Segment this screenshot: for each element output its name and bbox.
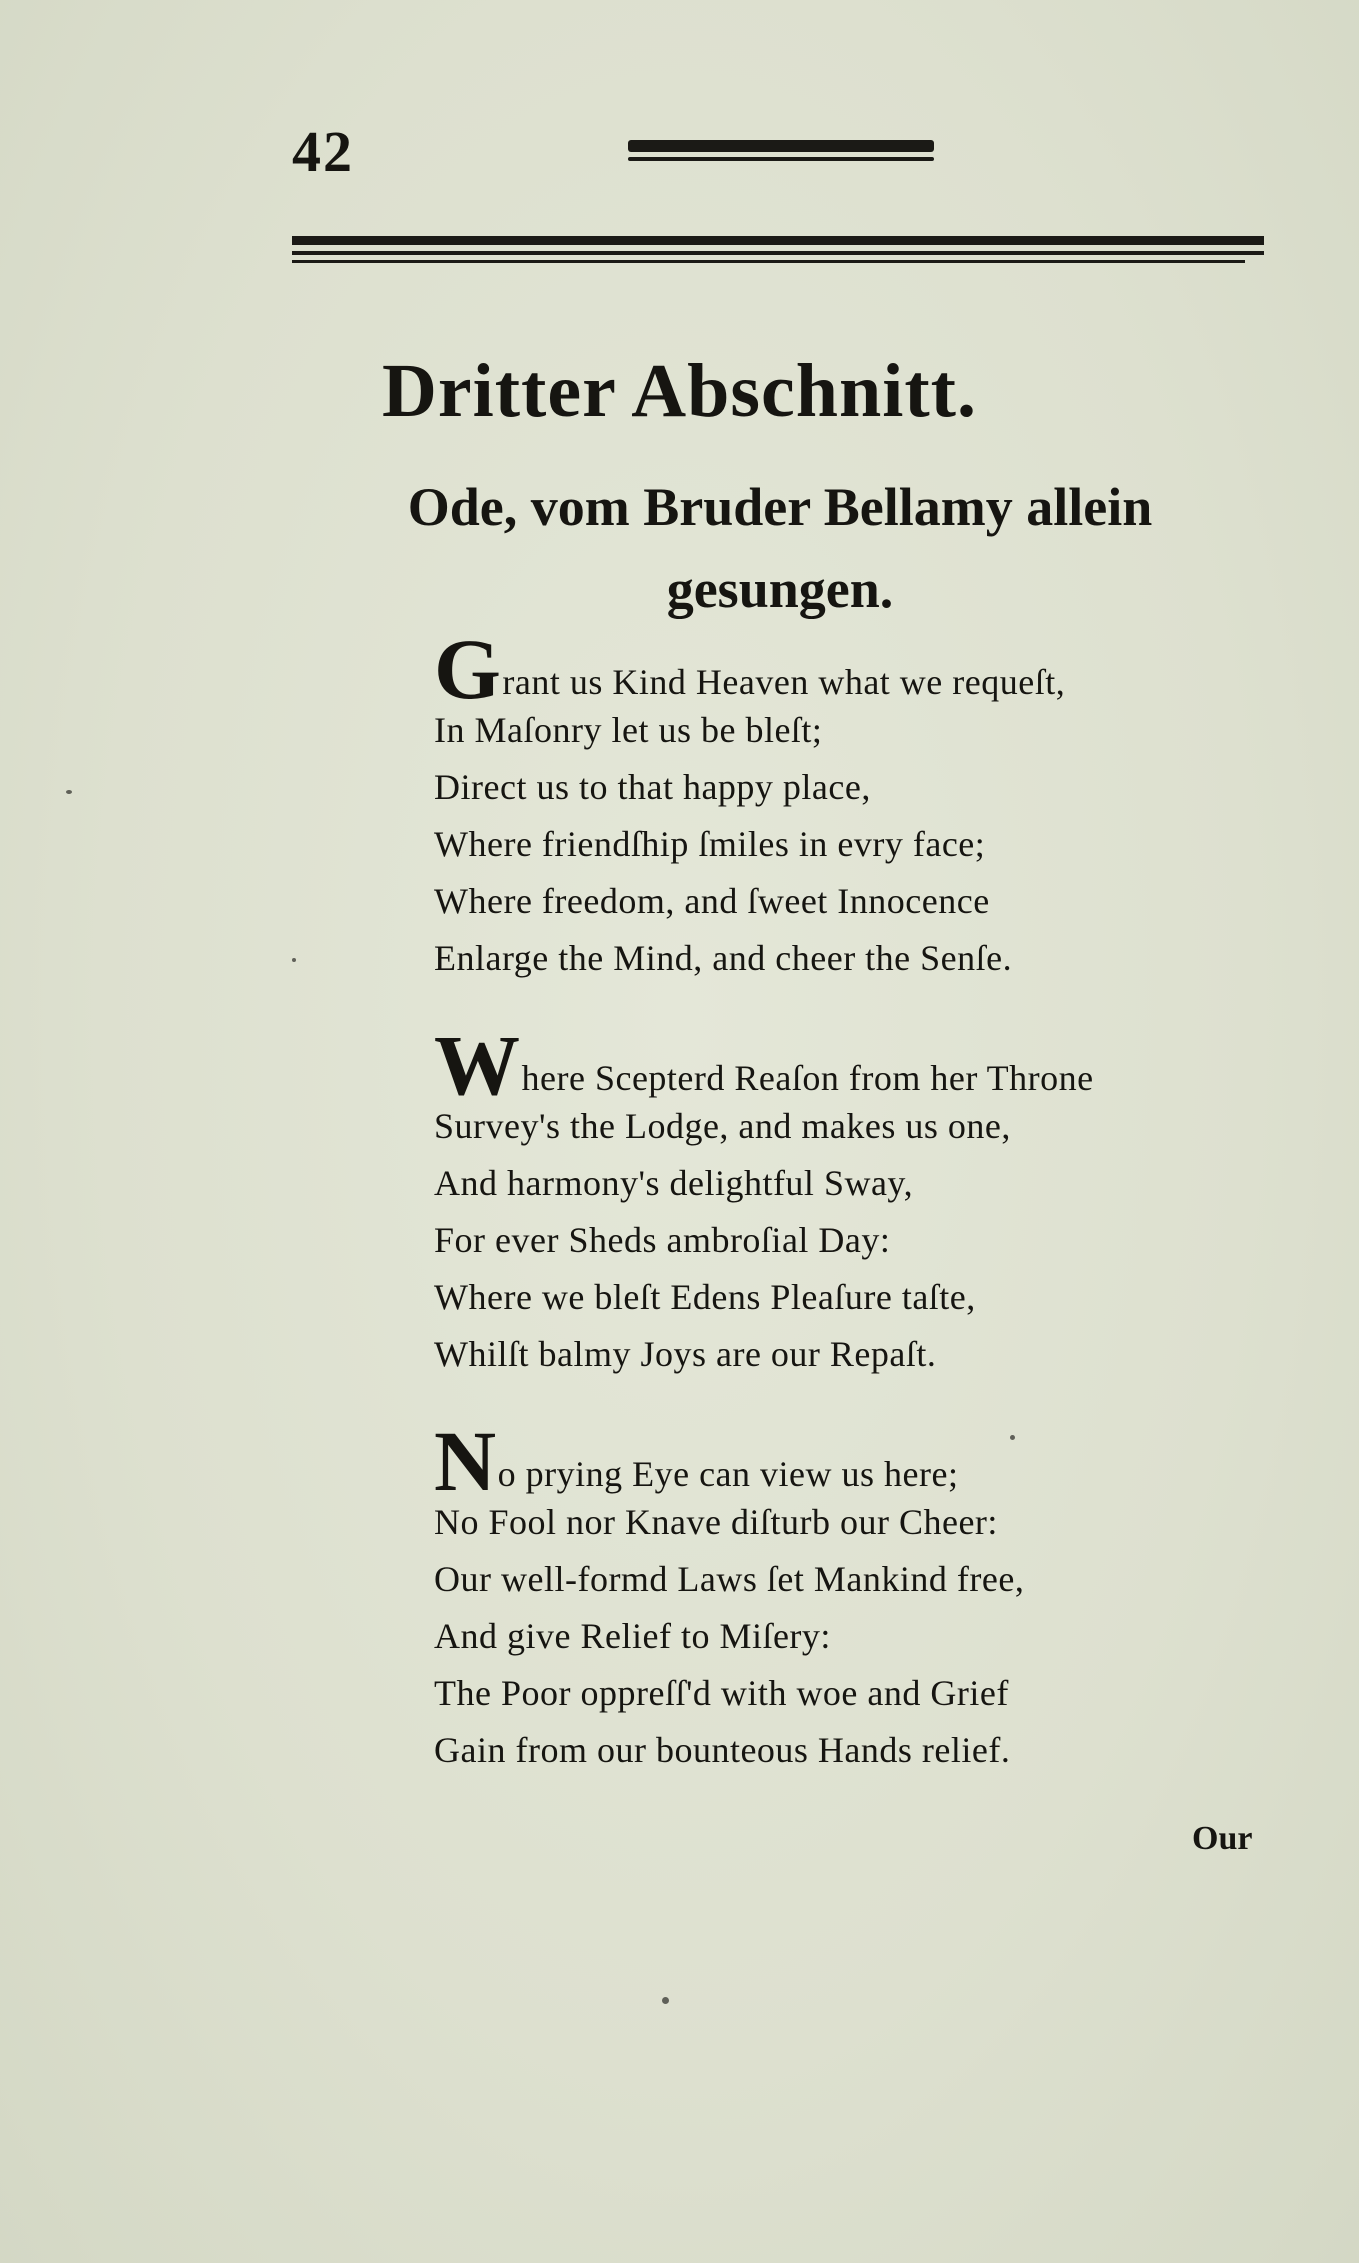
verse-line: [434, 1017, 1294, 1113]
verse-text: here Scepterd Reaſon from her Throne: [521, 1058, 1094, 1098]
verse-line: For ever Sheds ambroſial Day:: [434, 1220, 891, 1260]
subtitle-line: gesungen.: [666, 559, 894, 619]
verse-line: Where we bleſt Edens Pleaſure taſte,: [434, 1277, 976, 1317]
ink-speck: [662, 1997, 669, 2004]
rule-line: [292, 251, 1264, 255]
drop-initial: W: [434, 1017, 521, 1113]
drop-initial: N: [434, 1413, 497, 1509]
verse-line: Where friendſhip ſmiles in evry face;: [434, 824, 986, 864]
verse-line: Where freedom, and ſweet Innocence: [434, 881, 990, 921]
catchword: Our: [1192, 1820, 1253, 1857]
ink-speck: [292, 958, 296, 962]
verse-line: Our well-formd Laws ſet Mankind free,: [434, 1559, 1025, 1599]
rule-line: [292, 260, 1245, 263]
verse-line: Direct us to that happy place,: [434, 767, 871, 807]
header-ornament: [628, 140, 934, 161]
drop-initial: G: [434, 621, 502, 717]
verse-line: Survey's the Lodge, and makes us one,: [434, 1106, 1011, 1146]
verse-line: [434, 621, 1294, 717]
verse-line: The Poor oppreſſ'd with woe and Grief: [434, 1673, 1009, 1713]
stanza: [434, 621, 1294, 987]
verse-line: Gain from our bounteous Hands relief.: [434, 1730, 1011, 1770]
verse-line: Whilſt balmy Joys are our Repaſt.: [434, 1334, 937, 1374]
verse-line: In Maſonry let us be bleſt;: [434, 710, 823, 750]
verse-line: [434, 1413, 1294, 1509]
ink-speck: [66, 790, 72, 794]
section-title: Dritter Abschnitt.: [382, 349, 977, 433]
stanza: [434, 1017, 1294, 1383]
verse-line: Enlarge the Mind, and cheer the Senſe.: [434, 938, 1013, 978]
verse-line: No Fool nor Knave diſturb our Cheer:: [434, 1502, 998, 1542]
verse-text: o prying Eye can view us here;: [497, 1454, 959, 1494]
verse-line: And harmony's delightful Sway,: [434, 1163, 914, 1203]
page-number: 42: [292, 119, 354, 184]
header-rule: [292, 236, 1264, 263]
rule-line: [292, 236, 1264, 245]
ornament-bar-thick: [628, 140, 934, 152]
ornament-bar-thin: [628, 157, 934, 161]
ode-subtitle: [330, 466, 1230, 630]
stanza: [434, 1413, 1294, 1779]
verse-text: rant us Kind Heaven what we requeſt,: [502, 662, 1066, 702]
ink-speck: [1010, 1435, 1015, 1440]
verse-line: And give Relief to Miſery:: [434, 1616, 831, 1656]
subtitle-line: Ode, vom Bruder Bellamy allein: [407, 477, 1153, 537]
